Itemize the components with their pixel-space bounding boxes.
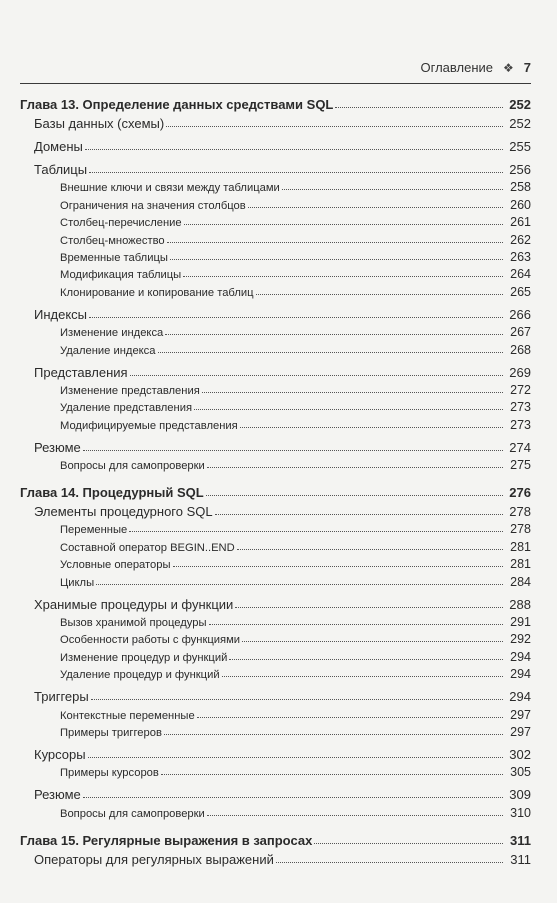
toc-entry-page: 278 (509, 504, 531, 520)
toc-entry-page: 302 (509, 746, 531, 762)
toc-entry-title: Внешние ключи и связи между таблицами (60, 182, 280, 195)
leader-dots (194, 409, 503, 410)
toc-entry-title: Циклы (60, 576, 95, 589)
toc-entry-page: 255 (509, 139, 531, 154)
toc-subsection-entry (20, 264, 531, 281)
toc-entry-page: 291 (510, 615, 531, 630)
toc-entry-title: Удаление представления (60, 402, 193, 415)
toc-entry-title: Базы данных (схемы) (34, 116, 165, 131)
leader-dots (209, 624, 503, 625)
toc-entry-title: Условные операторы (60, 559, 171, 572)
toc-chapter-entry (20, 826, 531, 848)
toc-entry-title: Изменение представления (60, 384, 200, 397)
leader-dots (161, 774, 503, 775)
toc-entry-page: 266 (509, 306, 531, 322)
toc-entry-title: Таблицы (34, 162, 88, 177)
leader-dots (237, 549, 503, 550)
leader-dots (158, 352, 503, 353)
toc-subsection-entry (20, 322, 531, 339)
toc-entry-title: Триггеры (34, 689, 89, 705)
toc-entry-page: 294 (510, 667, 531, 682)
toc-entry-title: Ограничения на значения столбцов (60, 199, 246, 212)
toc-entry-page: 276 (509, 485, 531, 501)
toc-chapter-entry (20, 90, 531, 112)
toc-entry-page: 263 (510, 249, 531, 264)
leader-dots (96, 584, 503, 585)
toc-section-entry (20, 848, 531, 867)
toc-entry-page: 252 (509, 116, 531, 131)
leader-dots (88, 757, 503, 758)
toc-entry-title: Элементы процедурного SQL (34, 504, 213, 520)
toc-subsection-entry (20, 612, 531, 629)
leader-dots (165, 334, 503, 335)
toc-section-entry (20, 112, 531, 131)
header-title: Оглавление (420, 60, 493, 75)
toc-subsection-entry (20, 664, 531, 681)
toc-section-entry (20, 436, 531, 455)
toc-entry-page: 278 (510, 522, 531, 537)
ornament-icon: ❖ (503, 60, 514, 75)
toc-entry-title: Резюме (34, 787, 81, 803)
leader-dots (130, 375, 503, 376)
toc-subsection-entry (20, 212, 531, 229)
leader-dots (184, 224, 503, 225)
toc-entry-title: Вызов хранимой процедуры (60, 617, 207, 630)
leader-dots (129, 531, 503, 532)
toc-entry-page: 294 (509, 689, 531, 705)
toc-subsection-entry (20, 646, 531, 663)
toc-entry-page: 272 (510, 382, 531, 397)
leader-dots (166, 126, 503, 127)
toc-entry-page: 261 (510, 215, 531, 230)
toc-subsection-entry (20, 519, 531, 536)
leader-dots (207, 467, 503, 468)
toc-entry-title: Глава 14. Процедурный SQL (20, 485, 204, 501)
leader-dots (89, 317, 503, 318)
toc-entry-title: Модификация таблицы (60, 269, 182, 282)
toc-entry-page: 284 (510, 574, 531, 589)
toc-subsection-entry (20, 414, 531, 431)
leader-dots (335, 107, 503, 108)
toc-entry-title: Индексы (34, 306, 88, 322)
toc-subsection-entry (20, 554, 531, 571)
leader-dots (197, 717, 503, 718)
toc-subsection-entry (20, 536, 531, 553)
toc-entry-page: 267 (510, 325, 531, 340)
toc-entry-title: Глава 15. Регулярные выражения в запросах (20, 832, 313, 848)
toc-section-entry (20, 135, 531, 154)
toc-subsection-entry (20, 177, 531, 194)
toc-entry-page: 288 (509, 596, 531, 612)
toc-entry-page: 273 (510, 417, 531, 432)
leader-dots (222, 676, 503, 677)
toc-section-entry (20, 783, 531, 802)
toc-entry-title: Клонирование и копирование таблиц (60, 286, 254, 299)
toc-section-entry (20, 743, 531, 762)
toc-entry-page: 264 (510, 267, 531, 282)
leader-dots (83, 797, 503, 798)
toc-entry-title: Курсоры (34, 746, 86, 762)
toc-subsection-entry (20, 629, 531, 646)
toc-entry-title: Столбец-перечисление (60, 217, 182, 230)
leader-dots (229, 659, 503, 660)
toc-entry-title: Модифицируемые представления (60, 419, 238, 432)
toc-section-entry (20, 361, 531, 380)
toc-section-entry (20, 685, 531, 704)
toc-entry-page: 294 (510, 649, 531, 664)
toc-entry-page: 258 (510, 180, 531, 195)
leader-dots (91, 699, 503, 700)
toc-entry-title: Вопросы для самопроверки (60, 460, 205, 473)
toc-entry-page: 252 (509, 97, 531, 112)
toc-entry-page: 297 (510, 724, 531, 739)
leader-dots (83, 450, 503, 451)
toc-entry-page: 281 (510, 539, 531, 554)
toc-subsection-entry (20, 802, 531, 819)
toc-entry-page: 273 (510, 400, 531, 415)
toc-entry-page: 311 (510, 832, 531, 848)
toc-subsection-entry (20, 704, 531, 721)
toc-entry-page: 281 (510, 557, 531, 572)
leader-dots (215, 514, 503, 515)
toc-chapter-entry (20, 478, 531, 500)
header-rule (20, 83, 531, 84)
toc-entry-page: 256 (509, 162, 531, 177)
toc-entry-page: 311 (510, 851, 531, 867)
table-of-contents (20, 90, 531, 867)
toc-entry-page: 265 (510, 284, 531, 299)
toc-subsection-entry (20, 762, 531, 779)
toc-entry-page: 268 (510, 342, 531, 357)
toc-entry-page: 292 (510, 632, 531, 647)
toc-entry-page: 269 (509, 364, 531, 380)
toc-subsection-entry (20, 281, 531, 298)
toc-subsection-entry (20, 194, 531, 211)
leader-dots (240, 427, 503, 428)
toc-entry-title: Примеры триггеров (60, 726, 162, 739)
toc-entry-title: Примеры курсоров (60, 767, 159, 780)
leader-dots (235, 607, 503, 608)
leader-dots (276, 862, 503, 863)
toc-entry-title: Глава 13. Определение данных средствами SQL (20, 97, 334, 112)
toc-section-entry (20, 500, 531, 519)
toc-entry-page: 275 (510, 458, 531, 473)
toc-subsection-entry (20, 397, 531, 414)
toc-entry-title: Столбец-множество (60, 234, 165, 247)
leader-dots (282, 189, 503, 190)
leader-dots (89, 172, 503, 173)
running-header (421, 60, 531, 75)
toc-entry-page: 260 (510, 197, 531, 212)
toc-subsection-entry (20, 380, 531, 397)
toc-entry-title: Операторы для регулярных выражений (34, 851, 274, 867)
toc-subsection-entry (20, 339, 531, 356)
leader-dots (173, 566, 503, 567)
toc-entry-title: Изменение процедур и функций (60, 651, 228, 664)
toc-entry-title: Удаление индекса (60, 344, 156, 357)
toc-entry-title: Составной оператор BEGIN..END (60, 541, 235, 554)
leader-dots (85, 149, 503, 150)
toc-section-entry (20, 593, 531, 612)
leader-dots (164, 734, 503, 735)
toc-entry-title: Изменение индекса (60, 327, 164, 340)
toc-subsection-entry (20, 229, 531, 246)
toc-subsection-entry (20, 722, 531, 739)
page-number: 7 (523, 60, 531, 75)
toc-entry-title: Контекстные переменные (60, 709, 195, 722)
leader-dots (202, 392, 503, 393)
toc-subsection-entry (20, 571, 531, 588)
toc-entry-title: Представления (34, 364, 128, 380)
toc-entry-title: Удаление процедур и функций (60, 669, 220, 682)
toc-entry-page: 309 (509, 787, 531, 803)
leader-dots (242, 641, 503, 642)
leader-dots (207, 815, 503, 816)
leader-dots (206, 495, 503, 496)
leader-dots (167, 242, 503, 243)
toc-entry-page: 305 (510, 765, 531, 780)
toc-entry-page: 310 (510, 805, 531, 820)
toc-entry-title: Особенности работы с функциями (60, 634, 241, 647)
toc-entry-title: Временные таблицы (60, 251, 168, 264)
toc-entry-page: 262 (510, 232, 531, 247)
toc-entry-title: Вопросы для самопроверки (60, 807, 205, 820)
toc-entry-page: 297 (510, 707, 531, 722)
toc-entry-title: Переменные (60, 524, 128, 537)
toc-entry-title: Хранимые процедуры и функции (34, 596, 234, 612)
toc-section-entry (20, 303, 531, 322)
leader-dots (256, 294, 503, 295)
toc-entry-title: Резюме (34, 439, 81, 455)
leader-dots (170, 259, 503, 260)
toc-entry-title: Домены (34, 139, 83, 154)
toc-subsection-entry (20, 247, 531, 264)
leader-dots (183, 276, 503, 277)
toc-entry-page: 274 (509, 439, 531, 455)
toc-section-entry (20, 158, 531, 177)
toc-subsection-entry (20, 455, 531, 472)
leader-dots (314, 843, 503, 844)
leader-dots (248, 207, 503, 208)
